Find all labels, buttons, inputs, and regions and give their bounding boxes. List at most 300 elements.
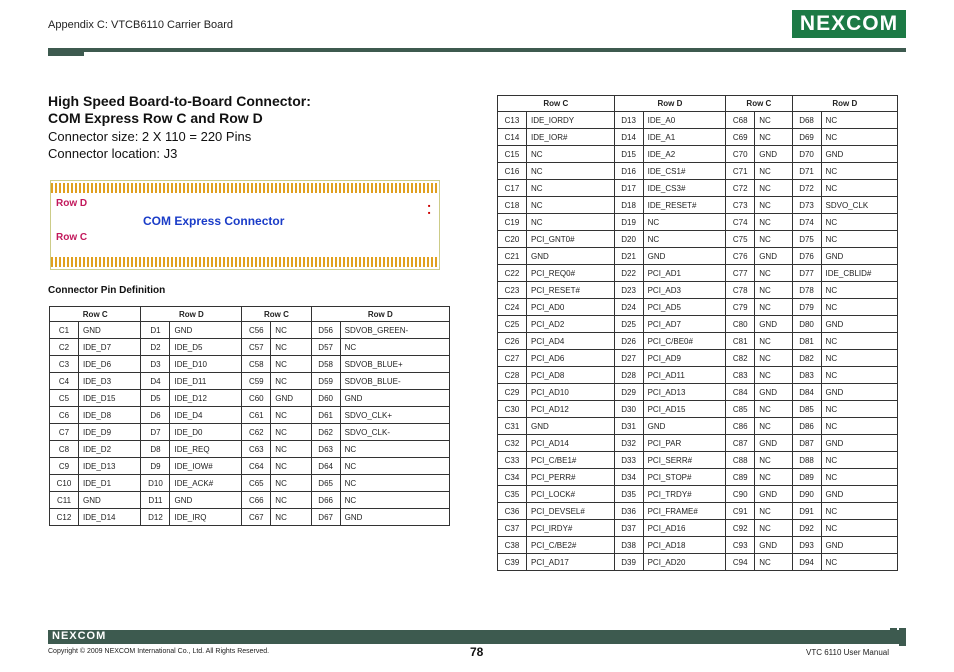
pin-number: D90	[792, 486, 821, 503]
pin-number: C15	[498, 146, 527, 163]
header-tab	[48, 48, 84, 56]
signal-name: NC	[340, 492, 449, 509]
signal-name: NC	[340, 475, 449, 492]
pin-table-right	[497, 95, 898, 571]
signal-name: IDE_D9	[79, 424, 141, 441]
pin-number: C61	[242, 407, 271, 424]
signal-name: NC	[271, 373, 311, 390]
pin-number: D34	[614, 469, 643, 486]
signal-name: PCI_STOP#	[643, 469, 726, 486]
pin-number: D15	[614, 146, 643, 163]
pin-number: D30	[614, 401, 643, 418]
signal-name: GND	[170, 322, 242, 339]
signal-name: SDVOB_BLUE+	[340, 356, 449, 373]
signal-name: IDE_D3	[79, 373, 141, 390]
pin-number: C9	[50, 458, 79, 475]
pin-number: C5	[50, 390, 79, 407]
table-row	[498, 265, 898, 282]
table-row	[498, 231, 898, 248]
table-row	[498, 554, 898, 571]
signal-name: NC	[821, 503, 897, 520]
signal-name: NC	[821, 367, 897, 384]
signal-name: NC	[821, 129, 897, 146]
table-row	[498, 350, 898, 367]
table-row	[498, 112, 898, 129]
signal-name: GND	[79, 322, 141, 339]
signal-name: NC	[271, 441, 311, 458]
pin-number: C87	[726, 435, 755, 452]
manual-name: VTC 6110 User Manual	[806, 648, 889, 657]
pin-number: C21	[498, 248, 527, 265]
footer-bar	[48, 630, 906, 644]
table-header-cell: Row D	[141, 307, 242, 322]
signal-name: GND	[170, 492, 242, 509]
pin-number: D66	[311, 492, 340, 509]
table-row	[50, 441, 450, 458]
signal-name: IDE_D5	[170, 339, 242, 356]
side-marker-top: ■	[428, 203, 431, 208]
table-header-cell: Row D	[614, 96, 726, 112]
pin-number: C24	[498, 299, 527, 316]
connector-size: Connector size: 2 X 110 = 220 Pins	[48, 129, 252, 144]
table-row	[498, 180, 898, 197]
signal-name: NC	[755, 350, 792, 367]
signal-name: GND	[643, 248, 726, 265]
pin-number: D33	[614, 452, 643, 469]
signal-name: NC	[755, 554, 792, 571]
signal-name: NC	[755, 163, 792, 180]
pin-number: C92	[726, 520, 755, 537]
signal-name: NC	[755, 112, 792, 129]
table-row	[498, 214, 898, 231]
table-row	[498, 146, 898, 163]
pin-number: D18	[614, 197, 643, 214]
signal-name: NC	[821, 469, 897, 486]
pin-number: C60	[242, 390, 271, 407]
signal-name: NC	[271, 407, 311, 424]
pin-number: D86	[792, 418, 821, 435]
section-description	[48, 128, 251, 162]
copyright: Copyright © 2009 NEXCOM International Co., Ltd. All Rights Reserved.	[48, 648, 270, 655]
signal-name: IDE_RESET#	[643, 197, 726, 214]
pin-number: D70	[792, 146, 821, 163]
table-row	[498, 469, 898, 486]
table-row	[50, 407, 450, 424]
signal-name: GND	[821, 248, 897, 265]
signal-name: PCI_AD6	[527, 350, 615, 367]
pin-number: C90	[726, 486, 755, 503]
signal-name: PCI_AD12	[527, 401, 615, 418]
signal-name: NC	[821, 520, 897, 537]
signal-name: NC	[821, 333, 897, 350]
table-header-cell: Row C	[50, 307, 141, 322]
signal-name: NC	[821, 214, 897, 231]
pin-number: D79	[792, 299, 821, 316]
signal-name: GND	[527, 418, 615, 435]
pin-number: C28	[498, 367, 527, 384]
pin-number: D59	[311, 373, 340, 390]
pin-number: D21	[614, 248, 643, 265]
pin-number: D1	[141, 322, 170, 339]
pin-number: D73	[792, 197, 821, 214]
pin-number: D75	[792, 231, 821, 248]
signal-name: PCI_SERR#	[643, 452, 726, 469]
signal-name: NC	[340, 339, 449, 356]
pin-number: D93	[792, 537, 821, 554]
header-rule	[48, 48, 906, 52]
pin-number: C93	[726, 537, 755, 554]
pin-number: C22	[498, 265, 527, 282]
signal-name: PCI_AD13	[643, 384, 726, 401]
section-title	[48, 93, 311, 127]
signal-name: NC	[821, 554, 897, 571]
pin-number: C81	[726, 333, 755, 350]
nexcom-logo: NEXCOM	[792, 10, 906, 38]
signal-name: NC	[755, 197, 792, 214]
signal-name: IDE_D4	[170, 407, 242, 424]
pin-number: C6	[50, 407, 79, 424]
signal-name: IDE_CS3#	[643, 180, 726, 197]
table-row	[50, 458, 450, 475]
signal-name: PCI_AD20	[643, 554, 726, 571]
pin-number: C79	[726, 299, 755, 316]
signal-name: IDE_D1	[79, 475, 141, 492]
pin-number: C91	[726, 503, 755, 520]
pin-number: D58	[311, 356, 340, 373]
pin-number: D25	[614, 316, 643, 333]
pin-number: D80	[792, 316, 821, 333]
pin-number: C39	[498, 554, 527, 571]
signal-name: NC	[271, 356, 311, 373]
signal-name: SDVO_CLK+	[340, 407, 449, 424]
signal-name: PCI_C/BE2#	[527, 537, 615, 554]
pin-number: D7	[141, 424, 170, 441]
pin-number: C94	[726, 554, 755, 571]
pin-number: C2	[50, 339, 79, 356]
signal-name: NC	[527, 180, 615, 197]
pin-number: C33	[498, 452, 527, 469]
table-row	[498, 503, 898, 520]
signal-name: NC	[755, 180, 792, 197]
signal-name: PCI_AD9	[643, 350, 726, 367]
pin-number: D29	[614, 384, 643, 401]
pin-number: D64	[311, 458, 340, 475]
signal-name: PCI_RESET#	[527, 282, 615, 299]
signal-name: IDE_D6	[79, 356, 141, 373]
signal-name: NC	[271, 458, 311, 475]
pin-number: D36	[614, 503, 643, 520]
signal-name: GND	[755, 537, 792, 554]
signal-name: NC	[755, 452, 792, 469]
pin-number: D57	[311, 339, 340, 356]
pin-number: C78	[726, 282, 755, 299]
signal-name: PCI_DEVSEL#	[527, 503, 615, 520]
pin-number: C38	[498, 537, 527, 554]
pin-number: D62	[311, 424, 340, 441]
pin-number: C70	[726, 146, 755, 163]
pin-number: C26	[498, 333, 527, 350]
pin-number: C57	[242, 339, 271, 356]
pin-number: C64	[242, 458, 271, 475]
section-title-line2: COM Express Row C and Row D	[48, 110, 263, 126]
signal-name: IDE_D13	[79, 458, 141, 475]
signal-name: NC	[755, 214, 792, 231]
signal-name: NC	[271, 492, 311, 509]
table-row	[498, 163, 898, 180]
pin-number: C20	[498, 231, 527, 248]
signal-name: GND	[755, 486, 792, 503]
header-appendix-title: Appendix C: VTCB6110 Carrier Board	[48, 19, 234, 31]
signal-name: IDE_IOR#	[527, 129, 615, 146]
pin-number: D39	[614, 554, 643, 571]
signal-name: IDE_D7	[79, 339, 141, 356]
pin-number: C27	[498, 350, 527, 367]
pin-number: D63	[311, 441, 340, 458]
table-row	[498, 316, 898, 333]
signal-name: NC	[527, 214, 615, 231]
pin-number: C30	[498, 401, 527, 418]
pin-number: D83	[792, 367, 821, 384]
table-row	[50, 390, 450, 407]
signal-name: NC	[527, 197, 615, 214]
signal-name: NC	[755, 401, 792, 418]
row-c-label: Row C	[56, 232, 88, 243]
signal-name: PCI_AD11	[643, 367, 726, 384]
table-row	[498, 129, 898, 146]
pin-number: D91	[792, 503, 821, 520]
signal-name: NC	[821, 180, 897, 197]
pin-number: C36	[498, 503, 527, 520]
pin-number: D68	[792, 112, 821, 129]
signal-name: GND	[340, 390, 449, 407]
signal-name: NC	[755, 469, 792, 486]
signal-name: NC	[755, 299, 792, 316]
signal-name: NC	[821, 231, 897, 248]
pin-number: D4	[141, 373, 170, 390]
pin-number: D77	[792, 265, 821, 282]
signal-name: NC	[821, 350, 897, 367]
signal-name: NC	[271, 339, 311, 356]
signal-name: IDE_IORDY	[527, 112, 615, 129]
pin-number: D88	[792, 452, 821, 469]
signal-name: NC	[527, 163, 615, 180]
signal-name: GND	[821, 486, 897, 503]
pin-number: D14	[614, 129, 643, 146]
pin-number: D31	[614, 418, 643, 435]
table-row	[50, 509, 450, 526]
pin-number: D56	[311, 322, 340, 339]
table-row	[498, 299, 898, 316]
pin-number: C63	[242, 441, 271, 458]
pin-number: C75	[726, 231, 755, 248]
pin-number: D5	[141, 390, 170, 407]
pin-number: C8	[50, 441, 79, 458]
pin-number: C35	[498, 486, 527, 503]
signal-name: SDVO_CLK-	[340, 424, 449, 441]
pin-number: C11	[50, 492, 79, 509]
table-row	[498, 435, 898, 452]
pin-number: C19	[498, 214, 527, 231]
signal-name: GND	[755, 146, 792, 163]
signal-name: GND	[340, 509, 449, 526]
signal-name: NC	[643, 231, 726, 248]
pin-number: C31	[498, 418, 527, 435]
pin-number: C37	[498, 520, 527, 537]
pin-number: D37	[614, 520, 643, 537]
pin-number: D6	[141, 407, 170, 424]
signal-name: PCI_AD1	[643, 265, 726, 282]
signal-name: NC	[755, 520, 792, 537]
signal-name: IDE_A1	[643, 129, 726, 146]
pin-number: D78	[792, 282, 821, 299]
pin-number: C84	[726, 384, 755, 401]
signal-name: GND	[527, 248, 615, 265]
table-row	[50, 424, 450, 441]
pin-number: C88	[726, 452, 755, 469]
signal-name: NC	[821, 299, 897, 316]
pin-number: C17	[498, 180, 527, 197]
table-row	[50, 322, 450, 339]
pin-number: C82	[726, 350, 755, 367]
signal-name: PCI_C/BE1#	[527, 452, 615, 469]
pin-number: C29	[498, 384, 527, 401]
signal-name: PCI_IRDY#	[527, 520, 615, 537]
signal-name: NC	[755, 265, 792, 282]
table-row	[498, 333, 898, 350]
signal-name: PCI_LOCK#	[527, 486, 615, 503]
signal-name: PCI_AD15	[643, 401, 726, 418]
pin-number: D85	[792, 401, 821, 418]
pin-number: C59	[242, 373, 271, 390]
pin-table-left	[49, 306, 450, 526]
signal-name: PCI_PERR#	[527, 469, 615, 486]
signal-name: IDE_A2	[643, 146, 726, 163]
signal-name: GND	[821, 537, 897, 554]
signal-name: IDE_D11	[170, 373, 242, 390]
table-row	[498, 452, 898, 469]
signal-name: PCI_FRAME#	[643, 503, 726, 520]
signal-name: PCI_AD3	[643, 282, 726, 299]
pin-number: C10	[50, 475, 79, 492]
pin-number: C72	[726, 180, 755, 197]
signal-name: PCI_AD14	[527, 435, 615, 452]
signal-name: GND	[271, 390, 311, 407]
signal-name: IDE_IRQ	[170, 509, 242, 526]
signal-name: NC	[755, 367, 792, 384]
pin-number: D3	[141, 356, 170, 373]
footer-logo: NEXCOM	[52, 630, 107, 642]
table-row	[50, 339, 450, 356]
pin-number: C74	[726, 214, 755, 231]
pin-number: D71	[792, 163, 821, 180]
signal-name: NC	[821, 163, 897, 180]
signal-name: PCI_AD5	[643, 299, 726, 316]
pin-number: C32	[498, 435, 527, 452]
signal-name: IDE_D0	[170, 424, 242, 441]
pin-number: D74	[792, 214, 821, 231]
table-row	[50, 373, 450, 390]
pin-number: C7	[50, 424, 79, 441]
pin-number: D12	[141, 509, 170, 526]
signal-name: PCI_AD2	[527, 316, 615, 333]
pin-strip-top	[51, 183, 439, 193]
pin-number: D87	[792, 435, 821, 452]
pin-number: C67	[242, 509, 271, 526]
table-header-cell: Row D	[792, 96, 897, 112]
pin-number: C14	[498, 129, 527, 146]
signal-name: GND	[821, 435, 897, 452]
pin-number: D9	[141, 458, 170, 475]
connector-diagram	[50, 180, 440, 270]
pin-number: D38	[614, 537, 643, 554]
pin-number: D72	[792, 180, 821, 197]
table-row	[498, 197, 898, 214]
signal-name: PCI_AD4	[527, 333, 615, 350]
pin-number: D27	[614, 350, 643, 367]
pin-number: C13	[498, 112, 527, 129]
connector-caption: COM Express Connector	[143, 214, 285, 228]
pin-number: D89	[792, 469, 821, 486]
signal-name: SDVOB_GREEN-	[340, 322, 449, 339]
signal-name: PCI_C/BE0#	[643, 333, 726, 350]
signal-name: NC	[527, 146, 615, 163]
signal-name: NC	[821, 418, 897, 435]
pin-number: D22	[614, 265, 643, 282]
pin-number: D92	[792, 520, 821, 537]
pin-number: D69	[792, 129, 821, 146]
signal-name: NC	[340, 441, 449, 458]
pin-number: D81	[792, 333, 821, 350]
signal-name: PCI_AD16	[643, 520, 726, 537]
connector-location: Connector location: J3	[48, 146, 178, 161]
signal-name: NC	[755, 129, 792, 146]
signal-name: IDE_D8	[79, 407, 141, 424]
pin-number: D76	[792, 248, 821, 265]
table-header-row	[50, 307, 450, 322]
table-row	[50, 356, 450, 373]
signal-name: GND	[821, 384, 897, 401]
table-row	[50, 475, 450, 492]
signal-name: NC	[755, 503, 792, 520]
pin-number: C66	[242, 492, 271, 509]
signal-name: GND	[79, 492, 141, 509]
pin-number: C62	[242, 424, 271, 441]
pin-number: C12	[50, 509, 79, 526]
table-row	[498, 520, 898, 537]
signal-name: GND	[821, 146, 897, 163]
signal-name: NC	[821, 112, 897, 129]
pin-number: D10	[141, 475, 170, 492]
table-header-row	[498, 96, 898, 112]
signal-name: NC	[755, 333, 792, 350]
pin-number: C77	[726, 265, 755, 282]
signal-name: NC	[821, 282, 897, 299]
signal-name: SDVOB_BLUE-	[340, 373, 449, 390]
signal-name: GND	[755, 384, 792, 401]
side-marker-bottom: ■	[428, 210, 431, 215]
pin-number: D67	[311, 509, 340, 526]
signal-name: NC	[271, 424, 311, 441]
signal-name: GND	[755, 316, 792, 333]
table-row	[498, 537, 898, 554]
signal-name: NC	[755, 282, 792, 299]
pin-number: C25	[498, 316, 527, 333]
signal-name: PCI_AD7	[643, 316, 726, 333]
table-row	[498, 367, 898, 384]
pin-number: D11	[141, 492, 170, 509]
pin-number: C73	[726, 197, 755, 214]
signal-name: IDE_ACK#	[170, 475, 242, 492]
